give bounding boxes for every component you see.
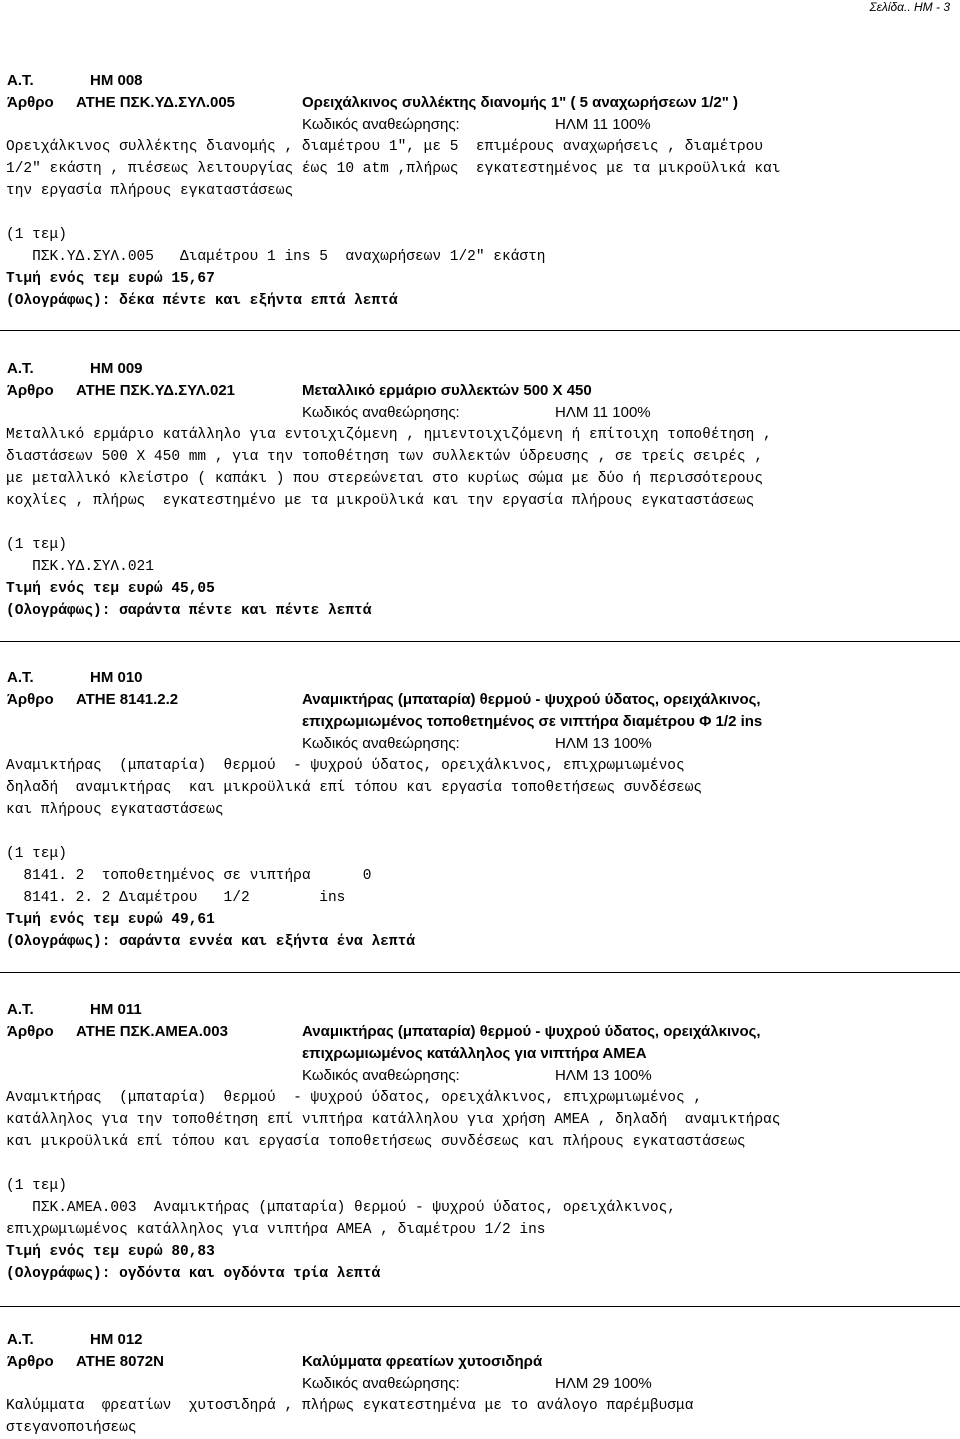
description-line: την εργασία πλήρους εγκαταστάσεως — [6, 183, 294, 199]
code-line: 8141. 2 τοποθετημένος σε νιπτήρα 0 — [6, 868, 372, 884]
article-title: Καλύμματα φρεατίων χυτοσιδηρά — [302, 1353, 543, 1370]
article-title: Αναμικτήρας (μπαταρία) θερμού - ψυχρού ύδατος, ορειχάλκινος, — [302, 1023, 761, 1040]
description-line: με μεταλλικό κλείστρο ( καπάκι ) που στερεώνεται στο κυρίως σώμα με δύο ή περισσότερους — [6, 471, 764, 487]
revision-label: Κωδικός αναθεώρησης: — [302, 1375, 460, 1392]
arthro-row — [0, 689, 960, 711]
at-row — [0, 999, 960, 1021]
article-block — [0, 358, 960, 622]
separator-line — [0, 972, 960, 973]
arthro-code: ΑΤΗΕ 8141.2.2 — [76, 691, 179, 708]
at-code: ΗΜ 008 — [90, 72, 143, 89]
separator-line — [0, 641, 960, 642]
at-label: Α.Τ. — [7, 669, 34, 686]
article-block — [0, 70, 960, 312]
description-line: Καλύμματα φρεατίων χυτοσιδηρά , πλήρως εγκατεστημένα με το ανάλογο παρέμβυσμα — [6, 1398, 694, 1414]
arthro-label: Άρθρο — [7, 382, 54, 399]
arthro-label: Άρθρο — [7, 1353, 54, 1370]
arthro-label: Άρθρο — [7, 691, 54, 708]
price-in-words: (Ολογράφως): σαράντα εννέα και εξήντα ένα λεπτά — [6, 934, 415, 950]
description-line: δηλαδή αναμικτήρας και μικροϋλικά επί τόπου και εργασία τοποθετήσεως συνδέσεως — [6, 780, 703, 796]
description-line: Αναμικτήρας (μπαταρία) θερμού - ψυχρού ύδατος, ορειχάλκινος, επιχρωμιωμένος , — [6, 1090, 703, 1106]
at-label: Α.Τ. — [7, 360, 34, 377]
unit-price: Τιμή ενός τεμ ευρώ 15,67 — [6, 271, 215, 287]
revision-row — [0, 1065, 960, 1087]
description-line: διαστάσεων 500 Χ 450 mm , για την τοποθέτηση των συλλεκτών ύδρευσης , σε τρείς σειρές , — [6, 449, 764, 465]
revision-row — [0, 114, 960, 136]
article-title: επιχρωμιωμένος τοποθετημένος σε νιπτήρα διαμέτρου Φ 1/2 ins — [302, 713, 763, 730]
description-line: στεγανοποιήσεως — [6, 1420, 137, 1436]
article-title: Αναμικτήρας (μπαταρία) θερμού - ψυχρού ύδατος, ορειχάλκινος, — [302, 691, 761, 708]
article-block — [0, 999, 960, 1285]
at-label: Α.Τ. — [7, 1001, 34, 1018]
at-row — [0, 1329, 960, 1351]
price-in-words: (Ολογράφως): δέκα πέντε και εξήντα επτά λεπτά — [6, 293, 398, 309]
revision-label: Κωδικός αναθεώρησης: — [302, 1067, 460, 1084]
at-row — [0, 70, 960, 92]
unit-label: (1 τεμ) — [6, 846, 67, 862]
article-title: Μεταλλικό ερμάριο συλλεκτών 500 Χ 450 — [302, 382, 592, 399]
at-label: Α.Τ. — [7, 1331, 34, 1348]
at-code: ΗΜ 012 — [90, 1331, 143, 1348]
unit-price: Τιμή ενός τεμ ευρώ 80,83 — [6, 1244, 215, 1260]
description-line: και πλήρους εγκαταστάσεως — [6, 802, 224, 818]
at-code: ΗΜ 010 — [90, 669, 143, 686]
revision-label: Κωδικός αναθεώρησης: — [302, 735, 460, 752]
separator-line — [0, 1306, 960, 1307]
unit-label: (1 τεμ) — [6, 537, 67, 553]
unit-label: (1 τεμ) — [6, 227, 67, 243]
at-code: ΗΜ 011 — [90, 1001, 142, 1018]
arthro-label: Άρθρο — [7, 1023, 54, 1040]
at-label: Α.Τ. — [7, 72, 34, 89]
revision-row — [0, 1373, 960, 1395]
description-line: 1/2" εκάστη , πιέσεως λειτουργίας έως 10 atm ,πλήρως εγκατεστημένος με τα μικροϋλικά και — [6, 161, 781, 177]
unit-price: Τιμή ενός τεμ ευρώ 45,05 — [6, 581, 215, 597]
code-line: ΠΣΚ.ΥΔ.ΣΥΛ.005 Διαμέτρου 1 ins 5 αναχωρήσεων 1/2" εκάστη — [6, 249, 546, 265]
arthro-code: ΑΤΗΕ ΠΣΚ.ΥΔ.ΣΥΛ.021 — [76, 382, 236, 399]
separator-line — [0, 330, 960, 331]
article-title: Ορειχάλκινος συλλέκτης διανομής 1" ( 5 αναχωρήσεων 1/2" ) — [302, 94, 739, 111]
revision-value: ΗΛΜ 13 100% — [555, 1067, 652, 1084]
page-header: Σελίδα.. ΗΜ - 3 — [869, 0, 950, 14]
unit-label: (1 τεμ) — [6, 1178, 67, 1194]
code-line: ΠΣΚ.ΑΜΕΑ.003 Αναμικτήρας (μπαταρία) θερμού - ψυχρού ύδατος, ορειχάλκινος, — [6, 1200, 677, 1216]
price-in-words: (Ολογράφως): ογδόντα και ογδόντα τρία λεπτά — [6, 1266, 381, 1282]
arthro-row — [0, 380, 960, 402]
at-code: ΗΜ 009 — [90, 360, 143, 377]
revision-value: ΗΛΜ 29 100% — [555, 1375, 652, 1392]
description-line: κοχλίες , πλήρως εγκατεστημένο με τα μικροϋλικά και την εργασία πλήρους εγκαταστάσεως — [6, 493, 755, 509]
revision-row — [0, 733, 960, 755]
arthro-code: ΑΤΗΕ ΠΣΚ.ΑΜΕΑ.003 — [76, 1023, 228, 1040]
at-row — [0, 667, 960, 689]
revision-label: Κωδικός αναθεώρησης: — [302, 404, 460, 421]
at-row — [0, 358, 960, 380]
arthro-code: ΑΤΗΕ ΠΣΚ.ΥΔ.ΣΥΛ.005 — [76, 94, 236, 111]
article-block — [0, 667, 960, 953]
revision-row — [0, 402, 960, 424]
unit-price: Τιμή ενός τεμ ευρώ 49,61 — [6, 912, 215, 928]
revision-value: ΗΛΜ 11 100% — [555, 116, 651, 133]
description-line: κατάλληλος για την τοποθέτηση επί νιπτήρα κατάλληλου για χρήση ΑΜΕΑ , δηλαδή αναμικτήρας — [6, 1112, 781, 1128]
description-line: και μικροϋλικά επί τόπου και εργασία τοποθετήσεως συνδέσεως και πλήρους εγκαταστάσεως — [6, 1134, 746, 1150]
code-line: ΠΣΚ.ΥΔ.ΣΥΛ.021 — [6, 559, 154, 575]
article-title: επιχρωμιωμένος κατάλληλος για νιπτήρα ΑΜΕΑ — [302, 1045, 647, 1062]
description-line: Αναμικτήρας (μπαταρία) θερμού - ψυχρού ύδατος, ορειχάλκινος, επιχρωμιωμένος — [6, 758, 685, 774]
article-title-line — [0, 711, 960, 733]
article-block — [0, 1329, 960, 1439]
arthro-row — [0, 1021, 960, 1043]
revision-value: ΗΛΜ 13 100% — [555, 735, 652, 752]
description-line: Ορειχάλκινος συλλέκτης διανομής , διαμέτρου 1", με 5 επιμέρους αναχωρήσεις , διαμέτρου — [6, 139, 764, 155]
code-line: 8141. 2. 2 Διαμέτρου 1/2 ins — [6, 890, 346, 906]
arthro-row — [0, 92, 960, 114]
code-line: επιχρωμιωμένος κατάλληλος για νιπτήρα ΑΜΕΑ , διαμέτρου 1/2 ins — [6, 1222, 546, 1238]
price-in-words: (Ολογράφως): σαράντα πέντε και πέντε λεπτά — [6, 603, 372, 619]
arthro-label: Άρθρο — [7, 94, 54, 111]
article-title-line — [0, 1043, 960, 1065]
revision-label: Κωδικός αναθεώρησης: — [302, 116, 460, 133]
arthro-row — [0, 1351, 960, 1373]
arthro-code: ΑΤΗΕ 8072Ν — [76, 1353, 164, 1370]
revision-value: ΗΛΜ 11 100% — [555, 404, 651, 421]
description-line: Μεταλλικό ερμάριο κατάλληλο για εντοιχιζόμενη , ημιεντοιχιζόμενη ή επίτοιχη τοποθέτηση , — [6, 427, 772, 443]
